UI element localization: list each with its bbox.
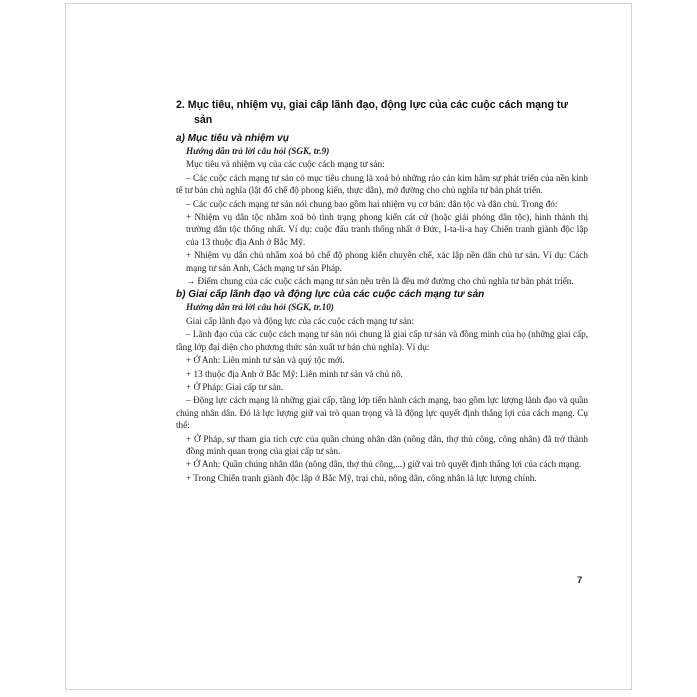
part-a-paragraph: – Các cuộc cách mạng tư sản có mục tiêu chung là xoá bỏ những rào cản kìm hãm sự phát triển của nền kinh tế tư bản chủ nghĩa (lật đổ chế độ phong kiến, thực dân), mở đường cho chủ nghĩa tư bản phát triển. xyxy=(176,172,588,196)
part-b-heading: b) Giai cấp lãnh đạo và động lực của các cuộc cách mạng tư sản xyxy=(176,289,485,301)
page-number: 7 xyxy=(577,575,583,586)
part-b-paragraph: + Ở Anh: Quần chúng nhân dân (nông dân, thợ thủ công,...) giữ vai trò quyết định thắng lợi của cách mạng. xyxy=(186,459,582,470)
part-b-paragraph: + Trong Chiến tranh giành độc lập ở Bắc Mỹ, trại chủ, nông dân, công nhân là lực lượng chính. xyxy=(186,472,537,483)
part-b-paragraph: – Lãnh đạo của các cuộc cách mạng tư sản nói chung là giai cấp tư sản và đồng minh của họ (những giai cấp, tầng lớp đại diện cho phương thức sản xuất tư bản chủ nghĩa). Ví dụ: xyxy=(176,329,588,352)
part-a-paragraph: + Nhiệm vụ dân tộc nhằm xoá bỏ tình trạng phong kiến cát cứ (hoặc giải phóng dân tộc), hình thành thị trường dân tộc thống nhất. Ví dụ: cuộc đấu tranh thống nhất ở Đức, I-ta-li-a hay Chiến tranh giành độc lập của 13 thuộc địa Anh ở Bắc Mỹ. xyxy=(186,212,588,247)
part-a-paragraph: + Nhiệm vụ dân chủ nhằm xoá bỏ chế độ phong kiến chuyên chế, xác lập nền dân chủ tư sản. Ví dụ: Cách mạng tư sản Anh, Cách mạng tư sản Pháp. xyxy=(186,250,588,273)
part-a-guide: Hướng dẫn trả lời câu hỏi (SGK, tr.9) xyxy=(186,146,330,156)
part-b-guide: Hướng dẫn trả lời câu hỏi (SGK, tr.10) xyxy=(186,302,334,313)
part-b-paragraph: – Động lực cách mạng là những giai cấp, tầng lớp tiến hành cách mạng, bao gồm lực lượng lãnh đạo và quần chúng nhân dân. Đó là lực lượng giữ vai trò quan trọng và là động lực quyết định thắng lợi của cách mạng. Cụ thể: xyxy=(176,395,588,431)
part-b-paragraph: Giai cấp lãnh đạo và động lực của các cuộc cách mạng tư sản: xyxy=(186,315,415,326)
book-page xyxy=(65,3,632,690)
part-b-paragraph: + Ở Pháp: Giai cấp tư sản. xyxy=(186,381,284,392)
part-a-paragraph: – Các cuộc cách mạng tư sản nói chung bao gồm hai nhiệm vụ cơ bản: dân tộc và dân chủ. Trong đó: xyxy=(186,198,558,209)
part-a-heading: a) Mục tiêu và nhiệm vụ xyxy=(176,133,289,144)
part-a-paragraph: Mục tiêu và nhiệm vụ của các cuộc cách mạng tư sản: xyxy=(186,159,385,170)
page-content xyxy=(176,98,588,485)
section-title: 2. Mục tiêu, nhiệm vụ, giai cấp lãnh đạo, động lực của các cuộc cách mạng tư sản xyxy=(176,99,569,126)
part-a-paragraph: → Điểm chung của các cuộc cách mạng tư sản nêu trên là đều mở đường cho chủ nghĩa tư bản phát triển. xyxy=(186,276,574,287)
part-b-paragraph: + Ở Pháp, sự tham gia tích cực của quần chúng nhân dân (nông dân, thợ thủ công, công nhân) đã trở thành đồng minh quan trọng của giai cấp tư sản. xyxy=(186,433,588,456)
part-b-paragraph: + 13 thuộc địa Anh ở Bắc Mỹ: Liên minh tư sản và chủ nô. xyxy=(186,368,403,379)
part-b-paragraph: + Ở Anh: Liên minh tư sản và quý tộc mới. xyxy=(186,355,345,366)
